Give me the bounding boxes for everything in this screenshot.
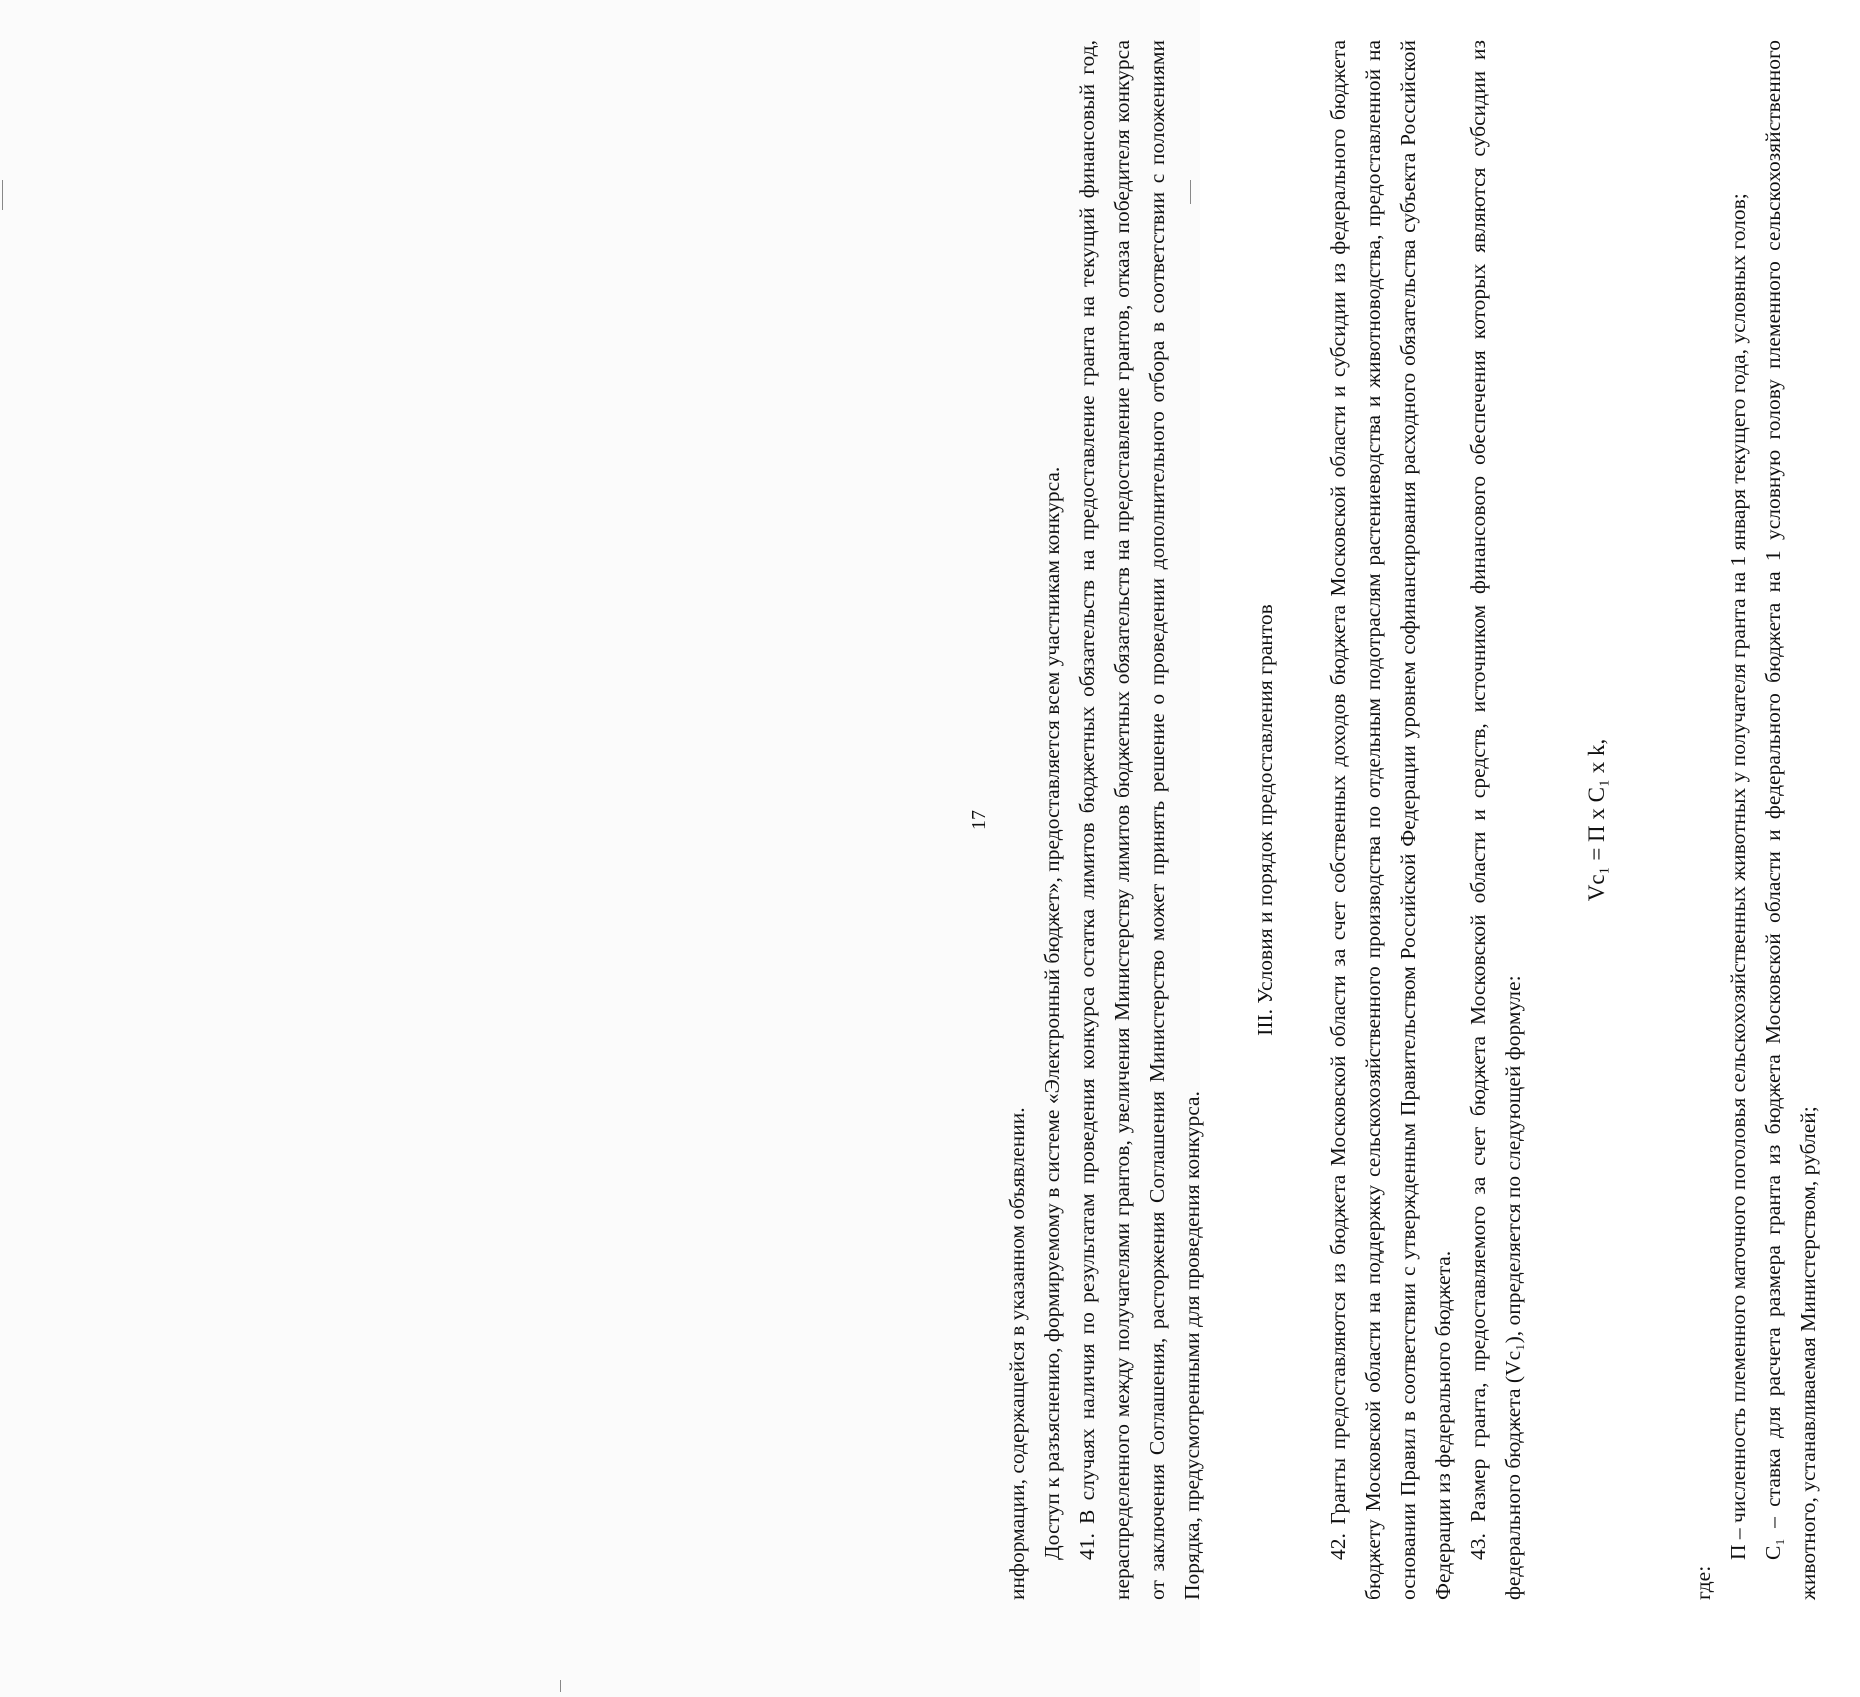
definition-p: П – численность племенного маточного поголовья сельскохозяйственных животных у получателя гранта на 1 января текущего года, условных голов; (1726, 193, 1750, 1560)
page-number: 17 (968, 810, 990, 830)
paragraph-42: 42. Гранты предоставляются из бюджета Московской области за счет собственных доходов бюджета Московской области и субсидии из федерального бюджета бюджету Московской области на поддержку сельскохозяйственного производства по отдельным подотраслям растениеводства и животноводства, предоставленной на основании Правил в соответствии с утвержденным Правительством Российской Федерации уровнем софинансирования расходного обязательства субъекта Российской Федерации из федерального бюджета. (1326, 40, 1455, 1600)
paragraph-continuation: информации, содержащейся в указанном объявлении. (1005, 1107, 1029, 1600)
document-text (1000, 40, 1826, 1600)
definition-c1: C₁ – ставка для расчета размера гранта из бюджета Московской области и федерального бюджета на 1 условную голову племенного сельскохозяйственного животного, устанавливаемая Министерством, рублей; (1761, 40, 1820, 1600)
document-body (968, 40, 1860, 1600)
paragraph-43: 43. Размер гранта, предоставляемого за счет бюджета Московской области и средств, источником финансового обеспечения которых являются субсидии из федерального бюджета (Vc₁), определяется по следующей формуле: (1466, 40, 1525, 1600)
paragraph-clarification-access: Доступ к разъяснению, формируемому в системе «Электронный бюджет», предоставляется всем участникам конкурса. (1040, 466, 1064, 1560)
grant-formula: Vc₁ = П x C₁ x k, (1584, 738, 1609, 902)
paragraph-41: 41. В случаях наличия по результатам проведения конкурса остатка лимитов бюджетных обязательств на предоставление гранта на текущий финансовый год, нераспределенного между получателями грантов, увеличения Министерству лимитов бюджетных обязательств на предоставление грантов, отказа победителя конкурса от заключения Соглашения, расторжения Соглашения Министерство может принять решение о проведении дополнительного отбора в соответствии с положениями Порядка, предусмотренными для проведения конкурса. (1075, 40, 1204, 1600)
scan-edge-mark (560, 1680, 561, 1692)
section-title: III. Условия и порядок предоставления грантов (1253, 604, 1277, 1036)
scan-edge-mark (2, 180, 3, 210)
where-label: где: (1691, 1565, 1715, 1600)
